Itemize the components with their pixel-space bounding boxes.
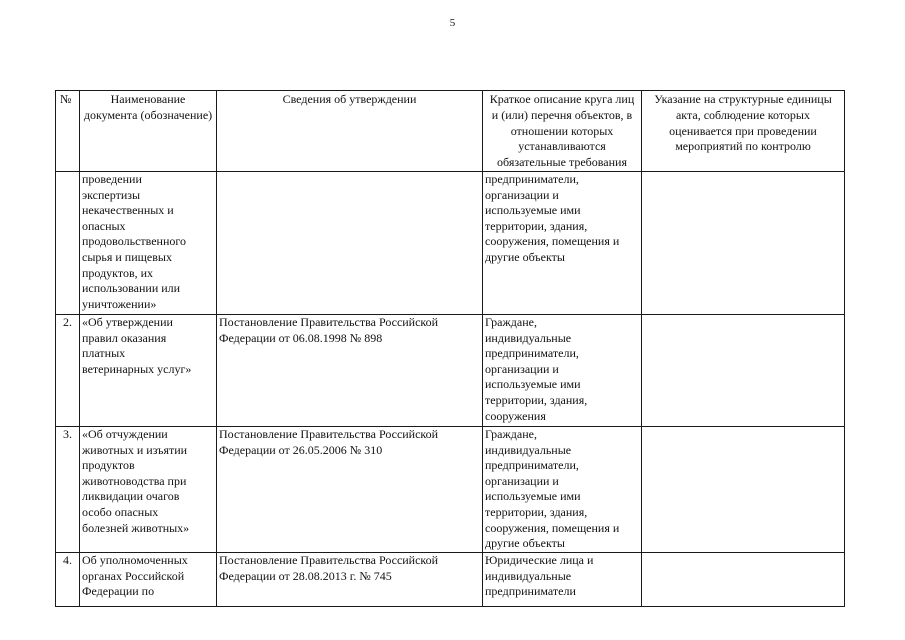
cell-text-line: территории, здания, (485, 218, 588, 233)
cell-text-line: сооружения, помещения и (485, 520, 620, 535)
cell-text-line: проведении (82, 171, 142, 186)
table-row-4 (56, 552, 845, 606)
description-cell (483, 552, 642, 606)
approval-info-cell (217, 171, 483, 314)
row-number-cell: 3. (56, 426, 80, 552)
cell-text-line: животных и изъятии (82, 442, 188, 457)
description-cell (483, 314, 642, 426)
table-header-row (56, 91, 845, 172)
header-description: Краткое описание круга лиц и (или) перечня объектов, в отношении которых устанавливаются обязательные требования (483, 91, 642, 172)
table-row-2 (56, 314, 845, 426)
cell-text-line: предприниматели (485, 584, 576, 599)
cell-text-line: уничтожении» (82, 296, 157, 311)
approval-info-cell (217, 426, 483, 552)
cell-text-line: другие объекты (485, 536, 565, 551)
page-number: 5 (449, 17, 456, 29)
cell-text-line: сырья и пищевых (82, 249, 172, 264)
cell-text-line: используемые ими (485, 377, 581, 392)
cell-text-line: индивидуальные (485, 442, 572, 457)
cell-text-line: Федерации по (82, 584, 155, 599)
cell-text-line: экспертизы (82, 187, 141, 202)
cell-text-line: продуктов (82, 458, 135, 473)
cell-text-line: Юридические лица и (485, 552, 594, 567)
cell-text-line: Федерации от 06.08.1998 № 898 (219, 330, 383, 345)
cell-text-line: «Об отчуждении (82, 426, 168, 441)
cell-text-line: Федерации от 28.08.2013 г. № 745 (219, 568, 392, 583)
cell-text-line: Граждане, (485, 426, 537, 441)
structural-units-cell (642, 314, 845, 426)
cell-text-line: использовании или (82, 281, 181, 296)
structural-units-cell (642, 426, 845, 552)
cell-text-line: используемые ими (485, 489, 581, 504)
header-structural-units: Указание на структурные единицы акта, соблюдение которых оценивается при проведении мероприятий по контролю (642, 91, 845, 172)
cell-text-line: Об уполномоченных (82, 552, 188, 567)
cell-text-line: Постановление Правительства Российской (219, 426, 439, 441)
cell-text-line: продовольственного (82, 234, 187, 249)
cell-text-line: территории, здания, (485, 392, 588, 407)
cell-text-line: сооружения (485, 408, 546, 423)
cell-text-line: органах Российской (82, 568, 185, 583)
description-cell (483, 426, 642, 552)
document-name-cell (80, 426, 217, 552)
cell-text-line: индивидуальные (485, 330, 572, 345)
header-approval-info: Сведения об утверждении (217, 91, 483, 172)
cell-text-line: сооружения, помещения и (485, 234, 620, 249)
document-name-cell (80, 552, 217, 606)
approval-info-cell (217, 314, 483, 426)
cell-text-line: организации и (485, 473, 559, 488)
structural-units-cell (642, 552, 845, 606)
structural-units-cell (642, 171, 845, 314)
cell-text-line: платных (82, 346, 126, 361)
table-row-continued (56, 171, 845, 314)
cell-text-line: организации и (485, 187, 559, 202)
cell-text-line: ликвидации очагов (82, 489, 180, 504)
cell-text-line: предприниматели, (485, 346, 579, 361)
cell-text-line: предприниматели, (485, 171, 579, 186)
row-number-cell (56, 171, 80, 314)
cell-text-line: Постановление Правительства Российской (219, 552, 439, 567)
cell-text-line: болезней животных» (82, 520, 190, 535)
cell-text-line: организации и (485, 361, 559, 376)
header-document-name: Наименование документа (обозначение) (80, 91, 217, 172)
regulatory-acts-table (55, 90, 845, 607)
cell-text-line: животноводства при (82, 473, 187, 488)
approval-info-cell (217, 552, 483, 606)
row-number-cell: 4. (56, 552, 80, 606)
cell-text-line: особо опасных (82, 504, 159, 519)
cell-text-line: территории, здания, (485, 504, 588, 519)
table-body (56, 171, 845, 606)
cell-text-line: Граждане, (485, 314, 537, 329)
document-name-cell (80, 314, 217, 426)
cell-text-line: некачественных и (82, 203, 174, 218)
row-number-cell: 2. (56, 314, 80, 426)
cell-text-line: предприниматели, (485, 458, 579, 473)
cell-text-line: правил оказания (82, 330, 167, 345)
cell-text-line: Постановление Правительства Российской (219, 314, 439, 329)
table-row-3 (56, 426, 845, 552)
document-name-cell (80, 171, 217, 314)
cell-text-line: ветеринарных услуг» (82, 361, 192, 376)
header-number: № (56, 91, 80, 172)
cell-text-line: «Об утверждении (82, 314, 173, 329)
cell-text-line: другие объекты (485, 249, 565, 264)
cell-text-line: используемые ими (485, 203, 581, 218)
cell-text-line: опасных (82, 218, 126, 233)
cell-text-line: Федерации от 26.05.2006 № 310 (219, 442, 383, 457)
cell-text-line: индивидуальные (485, 568, 572, 583)
description-cell (483, 171, 642, 314)
cell-text-line: продуктов, их (82, 265, 154, 280)
